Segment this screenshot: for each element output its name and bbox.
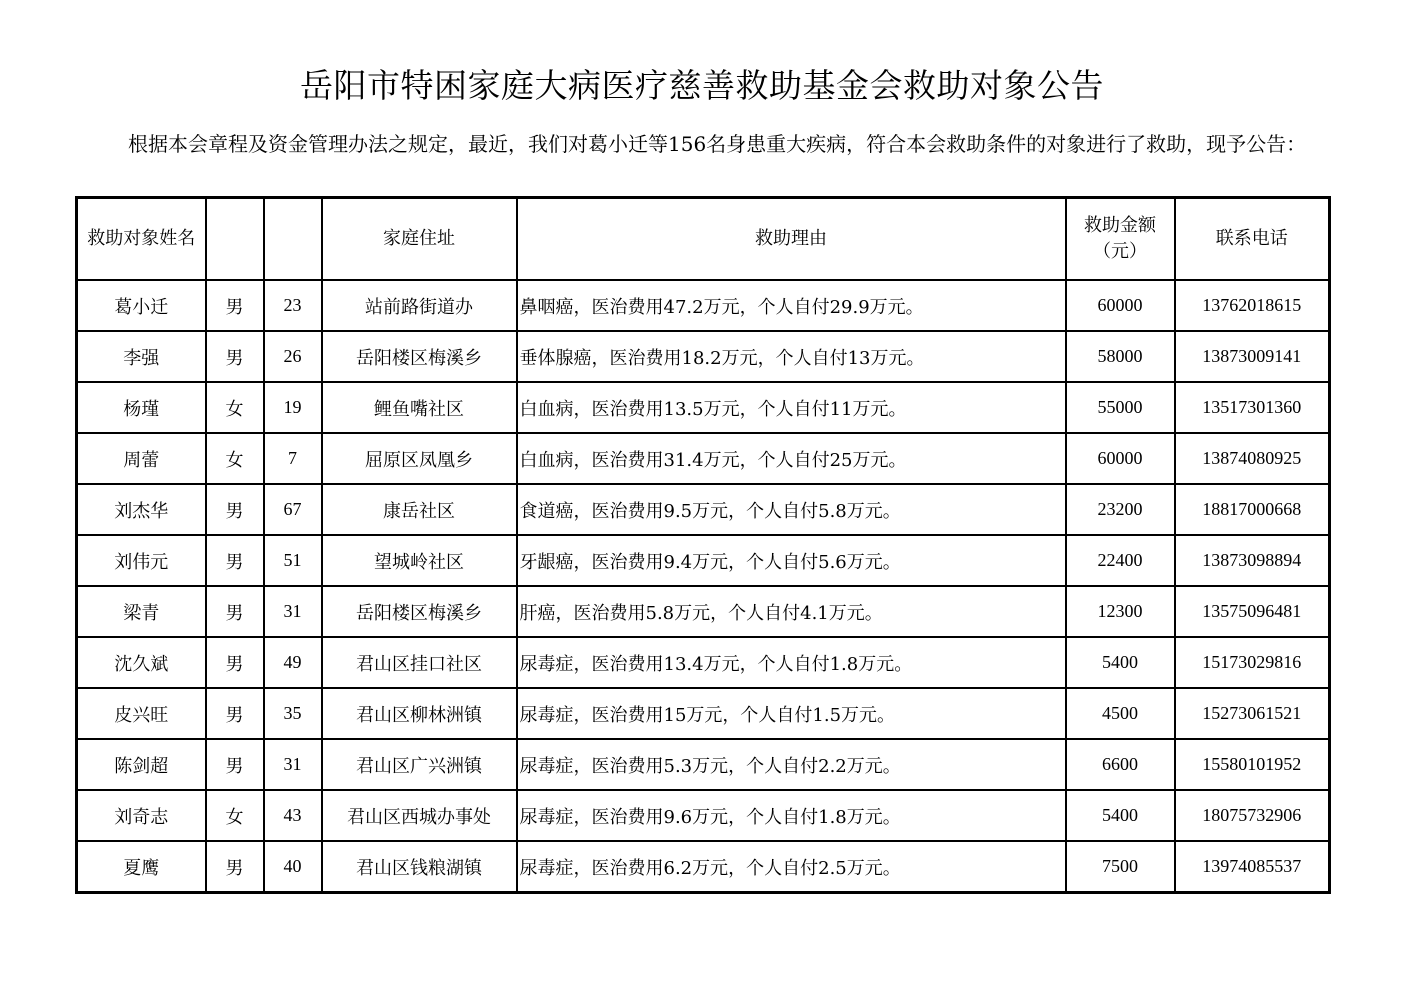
cell-amount: 5400	[1066, 790, 1175, 841]
cell-phone: 13874080925	[1175, 433, 1330, 484]
cell-phone: 15580101952	[1175, 739, 1330, 790]
cell-reason: 鼻咽癌，医治费用47.2万元，个人自付29.9万元。	[517, 280, 1066, 331]
cell-age: 19	[264, 382, 322, 433]
cell-amount: 7500	[1066, 841, 1175, 893]
cell-address: 康岳社区	[322, 484, 517, 535]
cell-gender: 男	[206, 841, 264, 893]
cell-gender: 女	[206, 433, 264, 484]
cell-gender: 女	[206, 382, 264, 433]
cell-address: 岳阳楼区梅溪乡	[322, 331, 517, 382]
cell-name: 刘杰华	[77, 484, 206, 535]
cell-reason: 尿毒症，医治费用13.4万元，个人自付1.8万元。	[517, 637, 1066, 688]
table-row	[77, 586, 1330, 637]
cell-amount: 23200	[1066, 484, 1175, 535]
cell-name: 沈久斌	[77, 637, 206, 688]
cell-age: 51	[264, 535, 322, 586]
cell-amount: 58000	[1066, 331, 1175, 382]
page-title: 岳阳市特困家庭大病医疗慈善救助基金会救助对象公告	[300, 66, 1104, 105]
cell-name: 夏鹰	[77, 841, 206, 893]
cell-age: 43	[264, 790, 322, 841]
cell-address: 君山区柳林洲镇	[322, 688, 517, 739]
table-row	[77, 280, 1330, 331]
cell-age: 26	[264, 331, 322, 382]
cell-address: 君山区广兴洲镇	[322, 739, 517, 790]
cell-reason: 食道癌，医治费用9.5万元，个人自付5.8万元。	[517, 484, 1066, 535]
cell-reason: 白血病，医治费用13.5万元，个人自付11万元。	[517, 382, 1066, 433]
cell-phone: 15273061521	[1175, 688, 1330, 739]
cell-phone: 15173029816	[1175, 637, 1330, 688]
cell-gender: 男	[206, 535, 264, 586]
cell-amount: 22400	[1066, 535, 1175, 586]
cell-phone: 13974085537	[1175, 841, 1330, 893]
cell-amount: 6600	[1066, 739, 1175, 790]
cell-reason: 白血病，医治费用31.4万元，个人自付25万元。	[517, 433, 1066, 484]
header-amount	[1066, 198, 1175, 281]
cell-phone: 18817000668	[1175, 484, 1330, 535]
cell-name: 刘伟元	[77, 535, 206, 586]
table-row	[77, 841, 1330, 893]
cell-name: 杨瑾	[77, 382, 206, 433]
header-address: 家庭住址	[322, 198, 517, 281]
cell-gender: 女	[206, 790, 264, 841]
cell-reason: 尿毒症，医治费用5.3万元，个人自付2.2万元。	[517, 739, 1066, 790]
header-name: 救助对象姓名	[77, 198, 206, 281]
table-row	[77, 433, 1330, 484]
cell-reason: 尿毒症，医治费用9.6万元，个人自付1.8万元。	[517, 790, 1066, 841]
table-row	[77, 637, 1330, 688]
cell-phone: 13575096481	[1175, 586, 1330, 637]
intro-paragraph: 根据本会章程及资金管理办法之规定，最近，我们对葛小迁等156名身患重大疾病，符合本会救助条件的对象进行了救助，现予公告：	[128, 132, 1307, 156]
cell-name: 李强	[77, 331, 206, 382]
cell-gender: 男	[206, 637, 264, 688]
table-row	[77, 331, 1330, 382]
header-reason: 救助理由	[517, 198, 1066, 281]
cell-gender: 男	[206, 688, 264, 739]
table-row	[77, 688, 1330, 739]
cell-address: 鲤鱼嘴社区	[322, 382, 517, 433]
table-row	[77, 790, 1330, 841]
cell-phone: 18075732906	[1175, 790, 1330, 841]
cell-reason: 尿毒症，医治费用6.2万元，个人自付2.5万元。	[517, 841, 1066, 893]
cell-age: 7	[264, 433, 322, 484]
cell-reason: 尿毒症，医治费用15万元，个人自付1.5万元。	[517, 688, 1066, 739]
header-gender	[206, 198, 264, 281]
cell-name: 梁青	[77, 586, 206, 637]
cell-reason: 牙龈癌，医治费用9.4万元，个人自付5.6万元。	[517, 535, 1066, 586]
table-header-row	[77, 198, 1330, 281]
cell-address: 岳阳楼区梅溪乡	[322, 586, 517, 637]
cell-phone: 13762018615	[1175, 280, 1330, 331]
cell-age: 67	[264, 484, 322, 535]
cell-gender: 男	[206, 331, 264, 382]
cell-age: 49	[264, 637, 322, 688]
aid-recipients-table	[75, 196, 1331, 894]
cell-reason: 肝癌，医治费用5.8万元，个人自付4.1万元。	[517, 586, 1066, 637]
cell-name: 周蕾	[77, 433, 206, 484]
cell-amount: 60000	[1066, 433, 1175, 484]
header-amount-label: 救助金额（元）	[1084, 215, 1156, 262]
cell-address: 君山区西城办事处	[322, 790, 517, 841]
cell-age: 40	[264, 841, 322, 893]
cell-address: 屈原区凤凰乡	[322, 433, 517, 484]
cell-gender: 男	[206, 586, 264, 637]
table-row	[77, 484, 1330, 535]
header-age	[264, 198, 322, 281]
table-row	[77, 382, 1330, 433]
cell-gender: 男	[206, 484, 264, 535]
cell-name: 陈剑超	[77, 739, 206, 790]
table-row	[77, 739, 1330, 790]
cell-address: 君山区挂口社区	[322, 637, 517, 688]
cell-age: 35	[264, 688, 322, 739]
cell-address: 君山区钱粮湖镇	[322, 841, 517, 893]
table-row	[77, 535, 1330, 586]
cell-amount: 5400	[1066, 637, 1175, 688]
cell-address: 站前路街道办	[322, 280, 517, 331]
cell-amount: 4500	[1066, 688, 1175, 739]
header-phone: 联系电话	[1175, 198, 1330, 281]
cell-phone: 13517301360	[1175, 382, 1330, 433]
cell-age: 31	[264, 586, 322, 637]
cell-phone: 13873098894	[1175, 535, 1330, 586]
cell-address: 望城岭社区	[322, 535, 517, 586]
cell-name: 葛小迁	[77, 280, 206, 331]
cell-name: 皮兴旺	[77, 688, 206, 739]
cell-phone: 13873009141	[1175, 331, 1330, 382]
cell-gender: 男	[206, 280, 264, 331]
cell-amount: 55000	[1066, 382, 1175, 433]
cell-reason: 垂体腺癌，医治费用18.2万元，个人自付13万元。	[517, 331, 1066, 382]
cell-amount: 60000	[1066, 280, 1175, 331]
cell-name: 刘奇志	[77, 790, 206, 841]
cell-age: 23	[264, 280, 322, 331]
cell-amount: 12300	[1066, 586, 1175, 637]
cell-age: 31	[264, 739, 322, 790]
cell-gender: 男	[206, 739, 264, 790]
